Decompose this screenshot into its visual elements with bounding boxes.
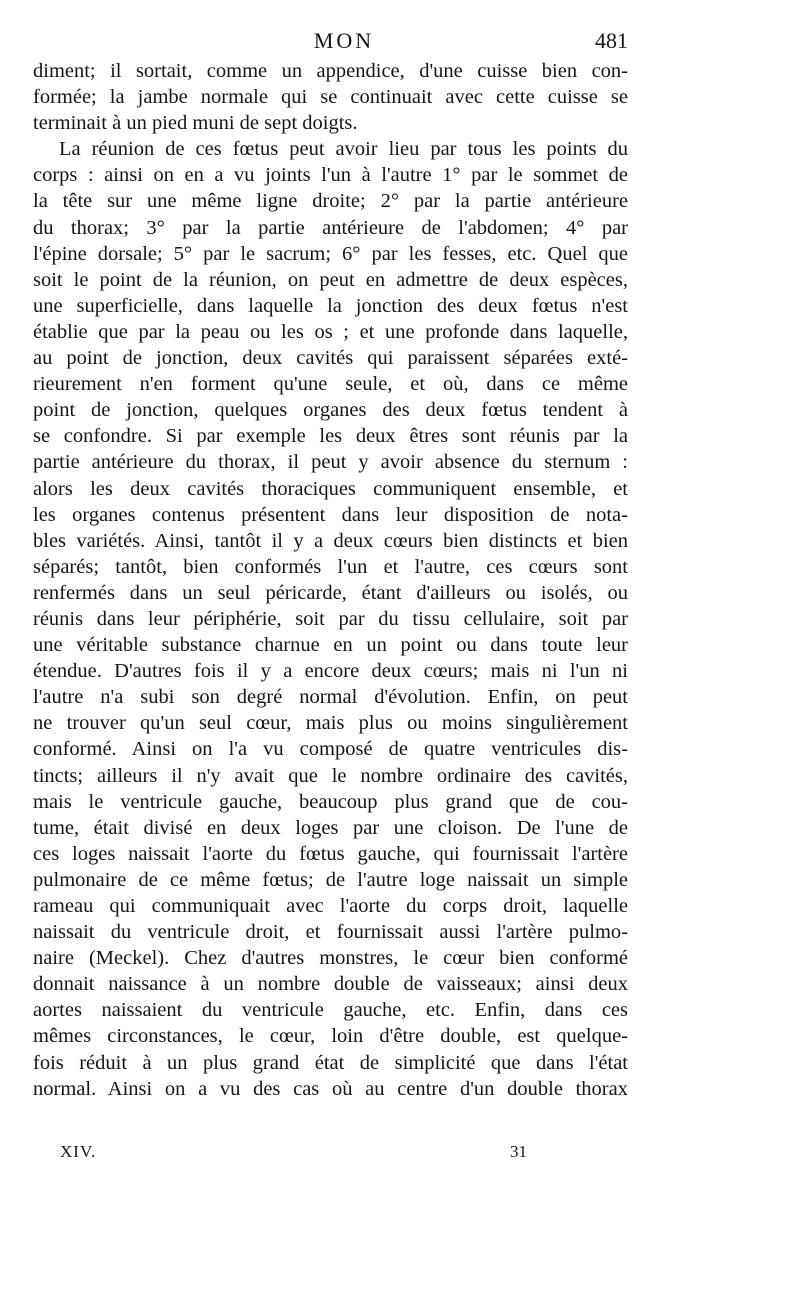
text-line: naire (Meckel). Chez d'autres monstres, le cœur bien conformé <box>33 947 628 970</box>
text-line: normal. Ainsi on a vu des cas où au centre d'un double thorax <box>33 1077 628 1100</box>
page-footer <box>60 1142 560 1166</box>
text-line: soit le point de la réunion, on peut en admettre de deux espèces, <box>33 268 628 291</box>
text-line: rameau qui communiquait avec l'aorte du corps droit, laquelle <box>33 895 628 917</box>
text-line: au point de jonction, deux cavités qui paraissent séparées exté- <box>33 347 628 370</box>
text-line: corps : ainsi on en a vu joints l'un à l'autre 1° par le sommet de <box>33 164 628 187</box>
text-line: tume, était divisé en deux loges par une cloison. De l'une de <box>33 816 628 839</box>
text-line: bles variétés. Ainsi, tantôt il y a deux cœurs bien distincts et bien <box>33 529 628 552</box>
text-line: tincts; ailleurs il n'y avait que le nombre ordinaire des cavités, <box>33 764 628 787</box>
text-line: étendue. D'autres fois il y a encore deux cœurs; mais ni l'un ni <box>33 660 628 683</box>
text-line: ces loges naissait l'aorte du fœtus gauche, qui fournissait l'artère <box>33 842 628 865</box>
text-line: aortes naissaient du ventricule gauche, etc. Enfin, dans ces <box>33 999 628 1022</box>
running-head <box>60 28 628 58</box>
text-line: donnait naissance à un nombre double de vaisseaux; ainsi deux <box>33 973 628 996</box>
text-line: mais le ventricule gauche, beaucoup plus grand que de cou- <box>33 790 628 813</box>
paragraph-2 <box>33 136 628 1101</box>
text-line: séparés; tantôt, bien conformés l'un et l'autre, ces cœurs sont <box>33 555 628 578</box>
text-line: se confondre. Si par exemple les deux êtres sont réunis par la <box>33 425 628 448</box>
text-line: l'épine dorsale; 5° par le sacrum; 6° par les fesses, etc. Quel que <box>33 242 628 265</box>
text-line: point de jonction, quelques organes des deux fœtus tendent à <box>33 399 628 422</box>
text-line: la tête sur une même ligne droite; 2° par la partie antérieure <box>33 190 628 213</box>
volume-signature: XIV. <box>60 1142 97 1161</box>
text-line: diment; il sortait, comme un appendice, d'une cuisse bien con- <box>33 60 628 82</box>
body-text <box>33 58 628 1102</box>
running-head-title: MON <box>313 28 375 53</box>
text-line: l'autre n'a subi son degré normal d'évolution. Enfin, on peut <box>33 686 628 709</box>
text-line: formée; la jambe normale qui se continuait avec cette cuisse se <box>33 86 628 109</box>
text-line: alors les deux cavités thoraciques communiquent ensemble, et <box>33 477 628 500</box>
text-line: pulmonaire de ce même fœtus; de l'autre loge naissait un simple <box>33 868 628 891</box>
text-line: renfermés dans un seul péricarde, étant d'ailleurs ou isolés, ou <box>33 581 628 604</box>
text-line: une superficielle, dans laquelle la jonction des deux fœtus n'est <box>33 294 628 317</box>
text-line: fois réduit à un plus grand état de simplicité que dans l'état <box>33 1051 628 1074</box>
page-number: 481 <box>595 28 628 53</box>
text-line: réunis dans leur périphérie, soit par du tissu cellulaire, soit par <box>33 607 628 630</box>
quire-mark: 31 <box>510 1142 527 1161</box>
text-line: mêmes circonstances, le cœur, loin d'être double, est quelque- <box>33 1025 628 1048</box>
text-line: conformé. Ainsi on l'a vu composé de quatre ventricules dis- <box>33 738 628 761</box>
text-line: une véritable substance charnue en un point ou dans toute leur <box>33 634 628 657</box>
paragraph-1 <box>33 58 628 136</box>
text-line: établie que par la peau ou les os ; et une profonde dans laquelle, <box>33 320 628 343</box>
text-line: ne trouver qu'un seul cœur, mais plus ou moins singulièrement <box>33 712 628 735</box>
text-line: les organes contenus présentent dans leur disposition de nota- <box>33 503 628 526</box>
text-line: terminait à un pied muni de sept doigts. <box>33 112 358 135</box>
text-line: La réunion de ces fœtus peut avoir lieu par tous les points du <box>59 138 628 161</box>
text-line: partie antérieure du thorax, il peut y avoir absence du sternum : <box>33 451 628 474</box>
text-line: du thorax; 3° par la partie antérieure de l'abdomen; 4° par <box>33 216 628 239</box>
text-line: naissait du ventricule droit, et fournissait aussi l'artère pulmo- <box>33 921 628 944</box>
text-line: rieurement n'en forment qu'une seule, et où, dans ce même <box>33 373 628 396</box>
